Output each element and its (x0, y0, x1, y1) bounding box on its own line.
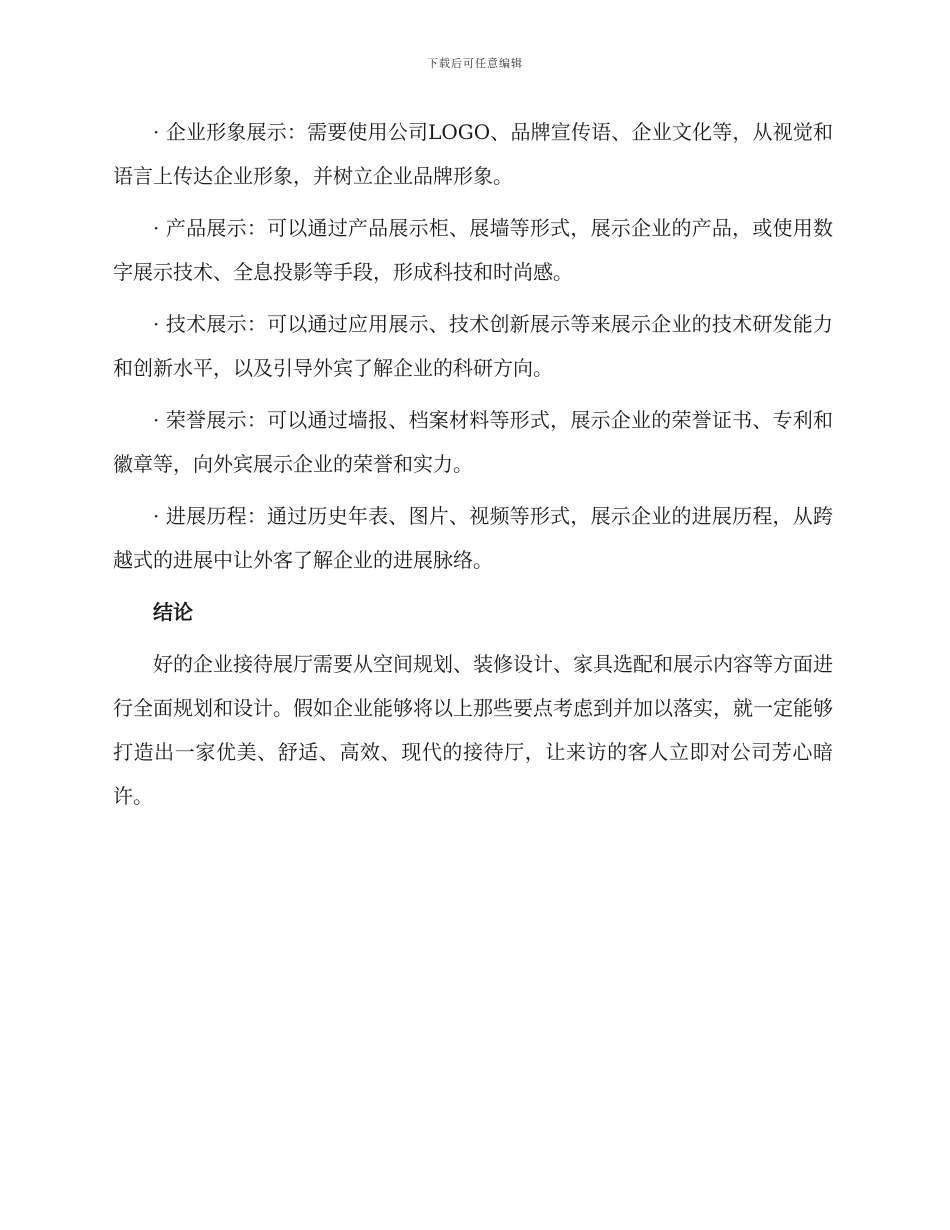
bullet-product-display: · 产品展示：可以通过产品展示柜、展墙等形式，展示企业的产品，或使用数字展示技术、全息投影等手段，形成科技和时尚感。 (113, 216, 833, 284)
document-body (113, 110, 833, 818)
conclusion-paragraph: 好的企业接待展厅需要从空间规划、装修设计、家具选配和展示内容等方面进行全面规划和设计。假如企业能够将以上那些要点考虑到并加以落实，就一定能够打造出一家优美、舒适、高效、现代的接待厅，让来访的客人立即对公司芳心暗许。 (113, 652, 833, 808)
conclusion-heading: 结论 (153, 600, 193, 624)
bullet-technology-display: · 技术展示：可以通过应用展示、技术创新展示等来展示企业的技术研发能力和创新水平，以及引导外宾了解企业的科研方向。 (113, 312, 833, 380)
bullet-honor-display: · 荣誉展示：可以通过墙报、档案材料等形式，展示企业的荣誉证书、专利和徽章等，向外宾展示企业的荣誉和实力。 (113, 408, 833, 476)
bullet-corporate-image: · 企业形象展示：需要使用公司LOGO、品牌宣传语、企业文化等，从视觉和语言上传达企业形象，并树立企业品牌形象。 (113, 120, 833, 188)
bullet-history: · 进展历程：通过历史年表、图片、视频等形式，展示企业的进展历程，从跨越式的进展中让外客了解企业的进展脉络。 (113, 504, 833, 572)
header-note: 下载后可任意编辑 (427, 57, 523, 70)
